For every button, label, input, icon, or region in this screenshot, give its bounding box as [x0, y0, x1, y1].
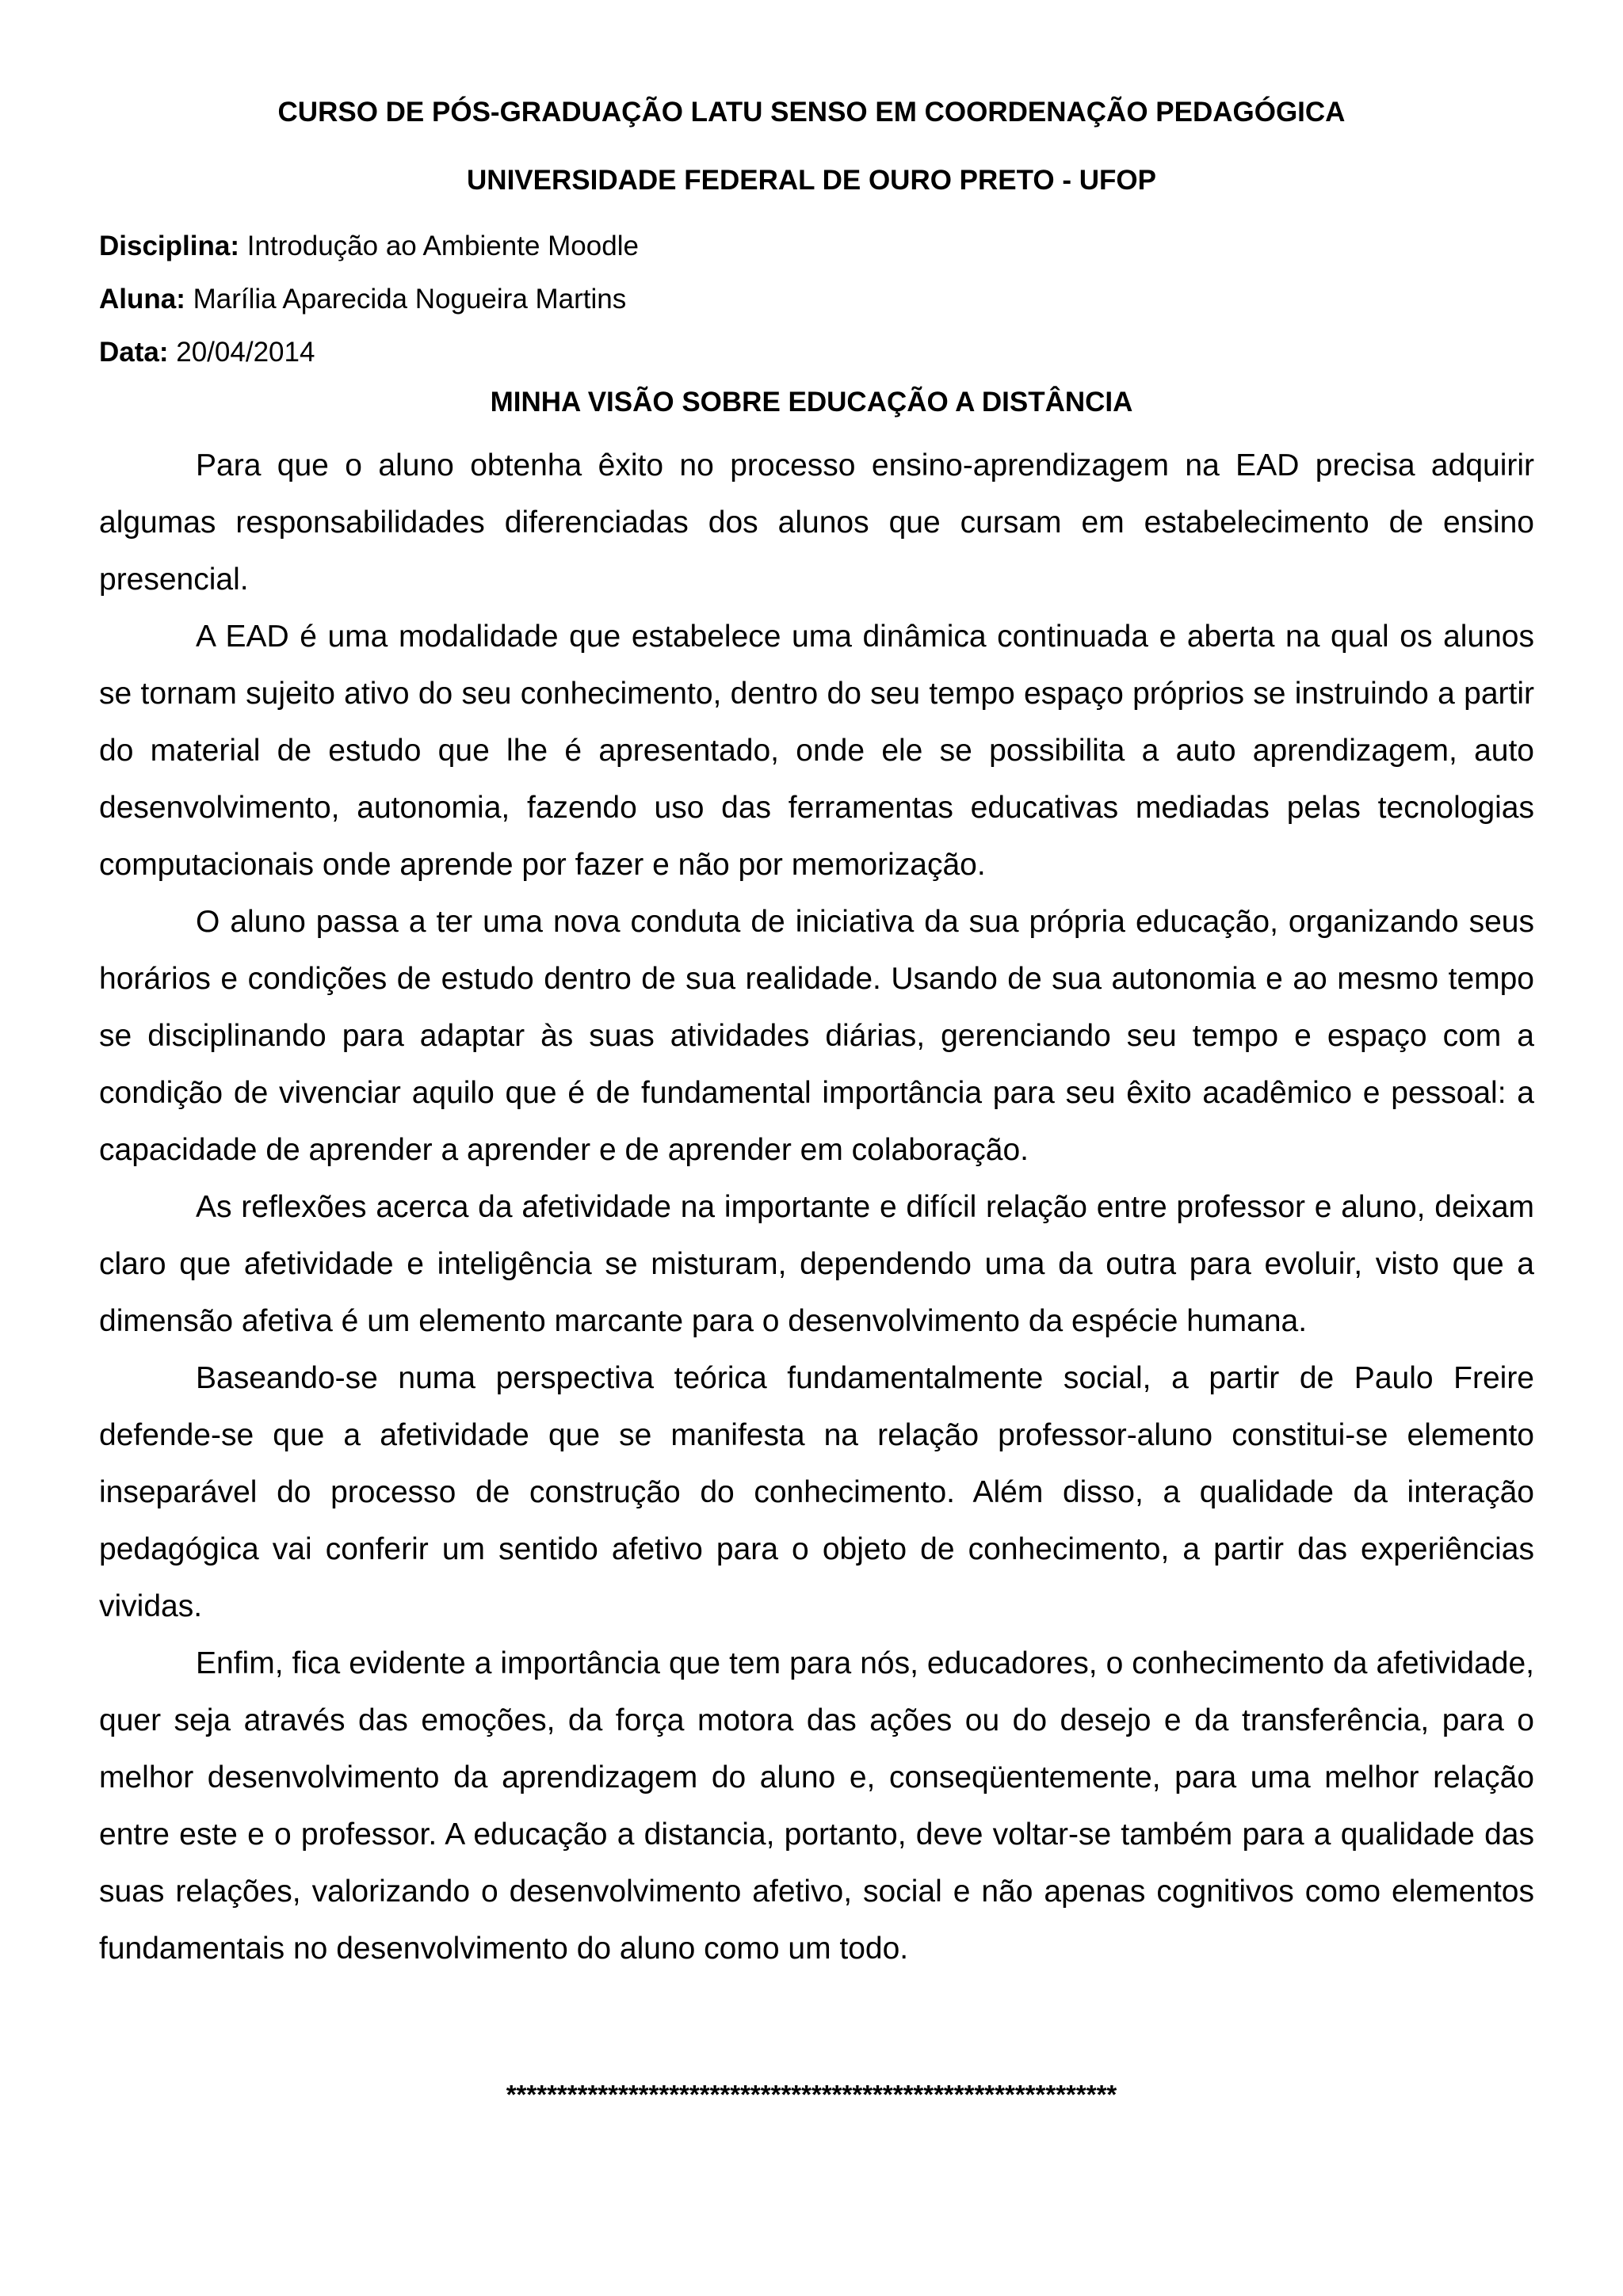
essay-paragraph: O aluno passa a ter uma nova conduta de iniciativa da sua própria educação, organizando seus horários e condições de estudo dentro de sua realidade. Usando de sua autonomia e ao mesmo tempo se disciplinando para adaptar às suas atividades diárias, gerenciando seu tempo e espaço com a condição de vivenciar aquilo que é de fundamental importância para seu êxito acadêmico e pessoal: a capacidade de aprender a aprender e de aprender em colaboração.	[99, 905, 1534, 1167]
disciplina-label: Disciplina:	[99, 231, 239, 261]
essay-paragraph: As reflexões acerca da afetividade na importante e difícil relação entre professor e aluno, deixam claro que afetividade e inteligência se misturam, dependendo uma da outra para evoluir, visto que a dimensão afetiva é um elemento marcante para o desenvolvimento da espécie humana.	[99, 1190, 1534, 1338]
essay-title: MINHA VISÃO SOBRE EDUCAÇÃO A DISTÂNCIA	[490, 387, 1133, 418]
meta-data	[99, 337, 315, 368]
aluna-label: Aluna:	[99, 284, 185, 315]
course-title: CURSO DE PÓS-GRADUAÇÃO LATU SENSO EM COORDENAÇÃO PEDAGÓGICA	[277, 97, 1346, 128]
data-label: Data:	[99, 337, 169, 368]
meta-aluna	[99, 284, 626, 315]
data-value: 20/04/2014	[168, 337, 315, 368]
meta-disciplina	[99, 231, 639, 262]
aluna-value: Marília Aparecida Nogueira Martins	[185, 284, 627, 315]
university-name: UNIVERSIDADE FEDERAL DE OURO PRETO - UFOP	[467, 165, 1156, 196]
essay-paragraph: Para que o aluno obtenha êxito no processo ensino-aprendizagem na EAD precisa adquirir algumas responsabilidades diferenciadas dos alunos que cursam em estabelecimento de ensino presencial.	[99, 448, 1534, 597]
essay-paragraph: Enfim, fica evidente a importância que tem para nós, educadores, o conhecimento da afetividade, quer seja através das emoções, da força motora das ações ou do desejo e da transferência, para o melhor desenvolvimento da aprendizagem do aluno e, conseqüentemente, para uma melhor relação entre este e o professor. A educação a distancia, portanto, deve voltar-se também para a qualidade das suas relações, valorizando o desenvolvimento afetivo, social e não apenas cognitivos como elementos fundamentais no desenvolvimento do aluno como um todo.	[99, 1646, 1534, 1966]
essay-paragraph: A EAD é uma modalidade que estabelece uma dinâmica continuada e aberta na qual os alunos se tornam sujeito ativo do seu conhecimento, dentro do seu tempo espaço próprios se instruindo a partir do material de estudo que lhe é apresentado, onde ele se possibilita a auto aprendizagem, auto desenvolvimento, autonomia, fazendo uso das ferramentas educativas mediadas pelas tecnologias computacionais onde aprende por fazer e não por memorização.	[99, 620, 1534, 882]
asterisk-separator: ************************************************************	[506, 2080, 1117, 2109]
essay-body	[99, 437, 1534, 1978]
disciplina-value: Introdução ao Ambiente Moodle	[239, 231, 639, 261]
essay-paragraph: Baseando-se numa perspectiva teórica fundamentalmente social, a partir de Paulo Freire defende-se que a afetividade que se manifesta na relação professor-aluno constitui-se elemento inseparável do processo de construção do conhecimento. Além disso, a qualidade da interação pedagógica vai conferir um sentido afetivo para o objeto de conhecimento, a partir das experiências vividas.	[99, 1361, 1534, 1623]
